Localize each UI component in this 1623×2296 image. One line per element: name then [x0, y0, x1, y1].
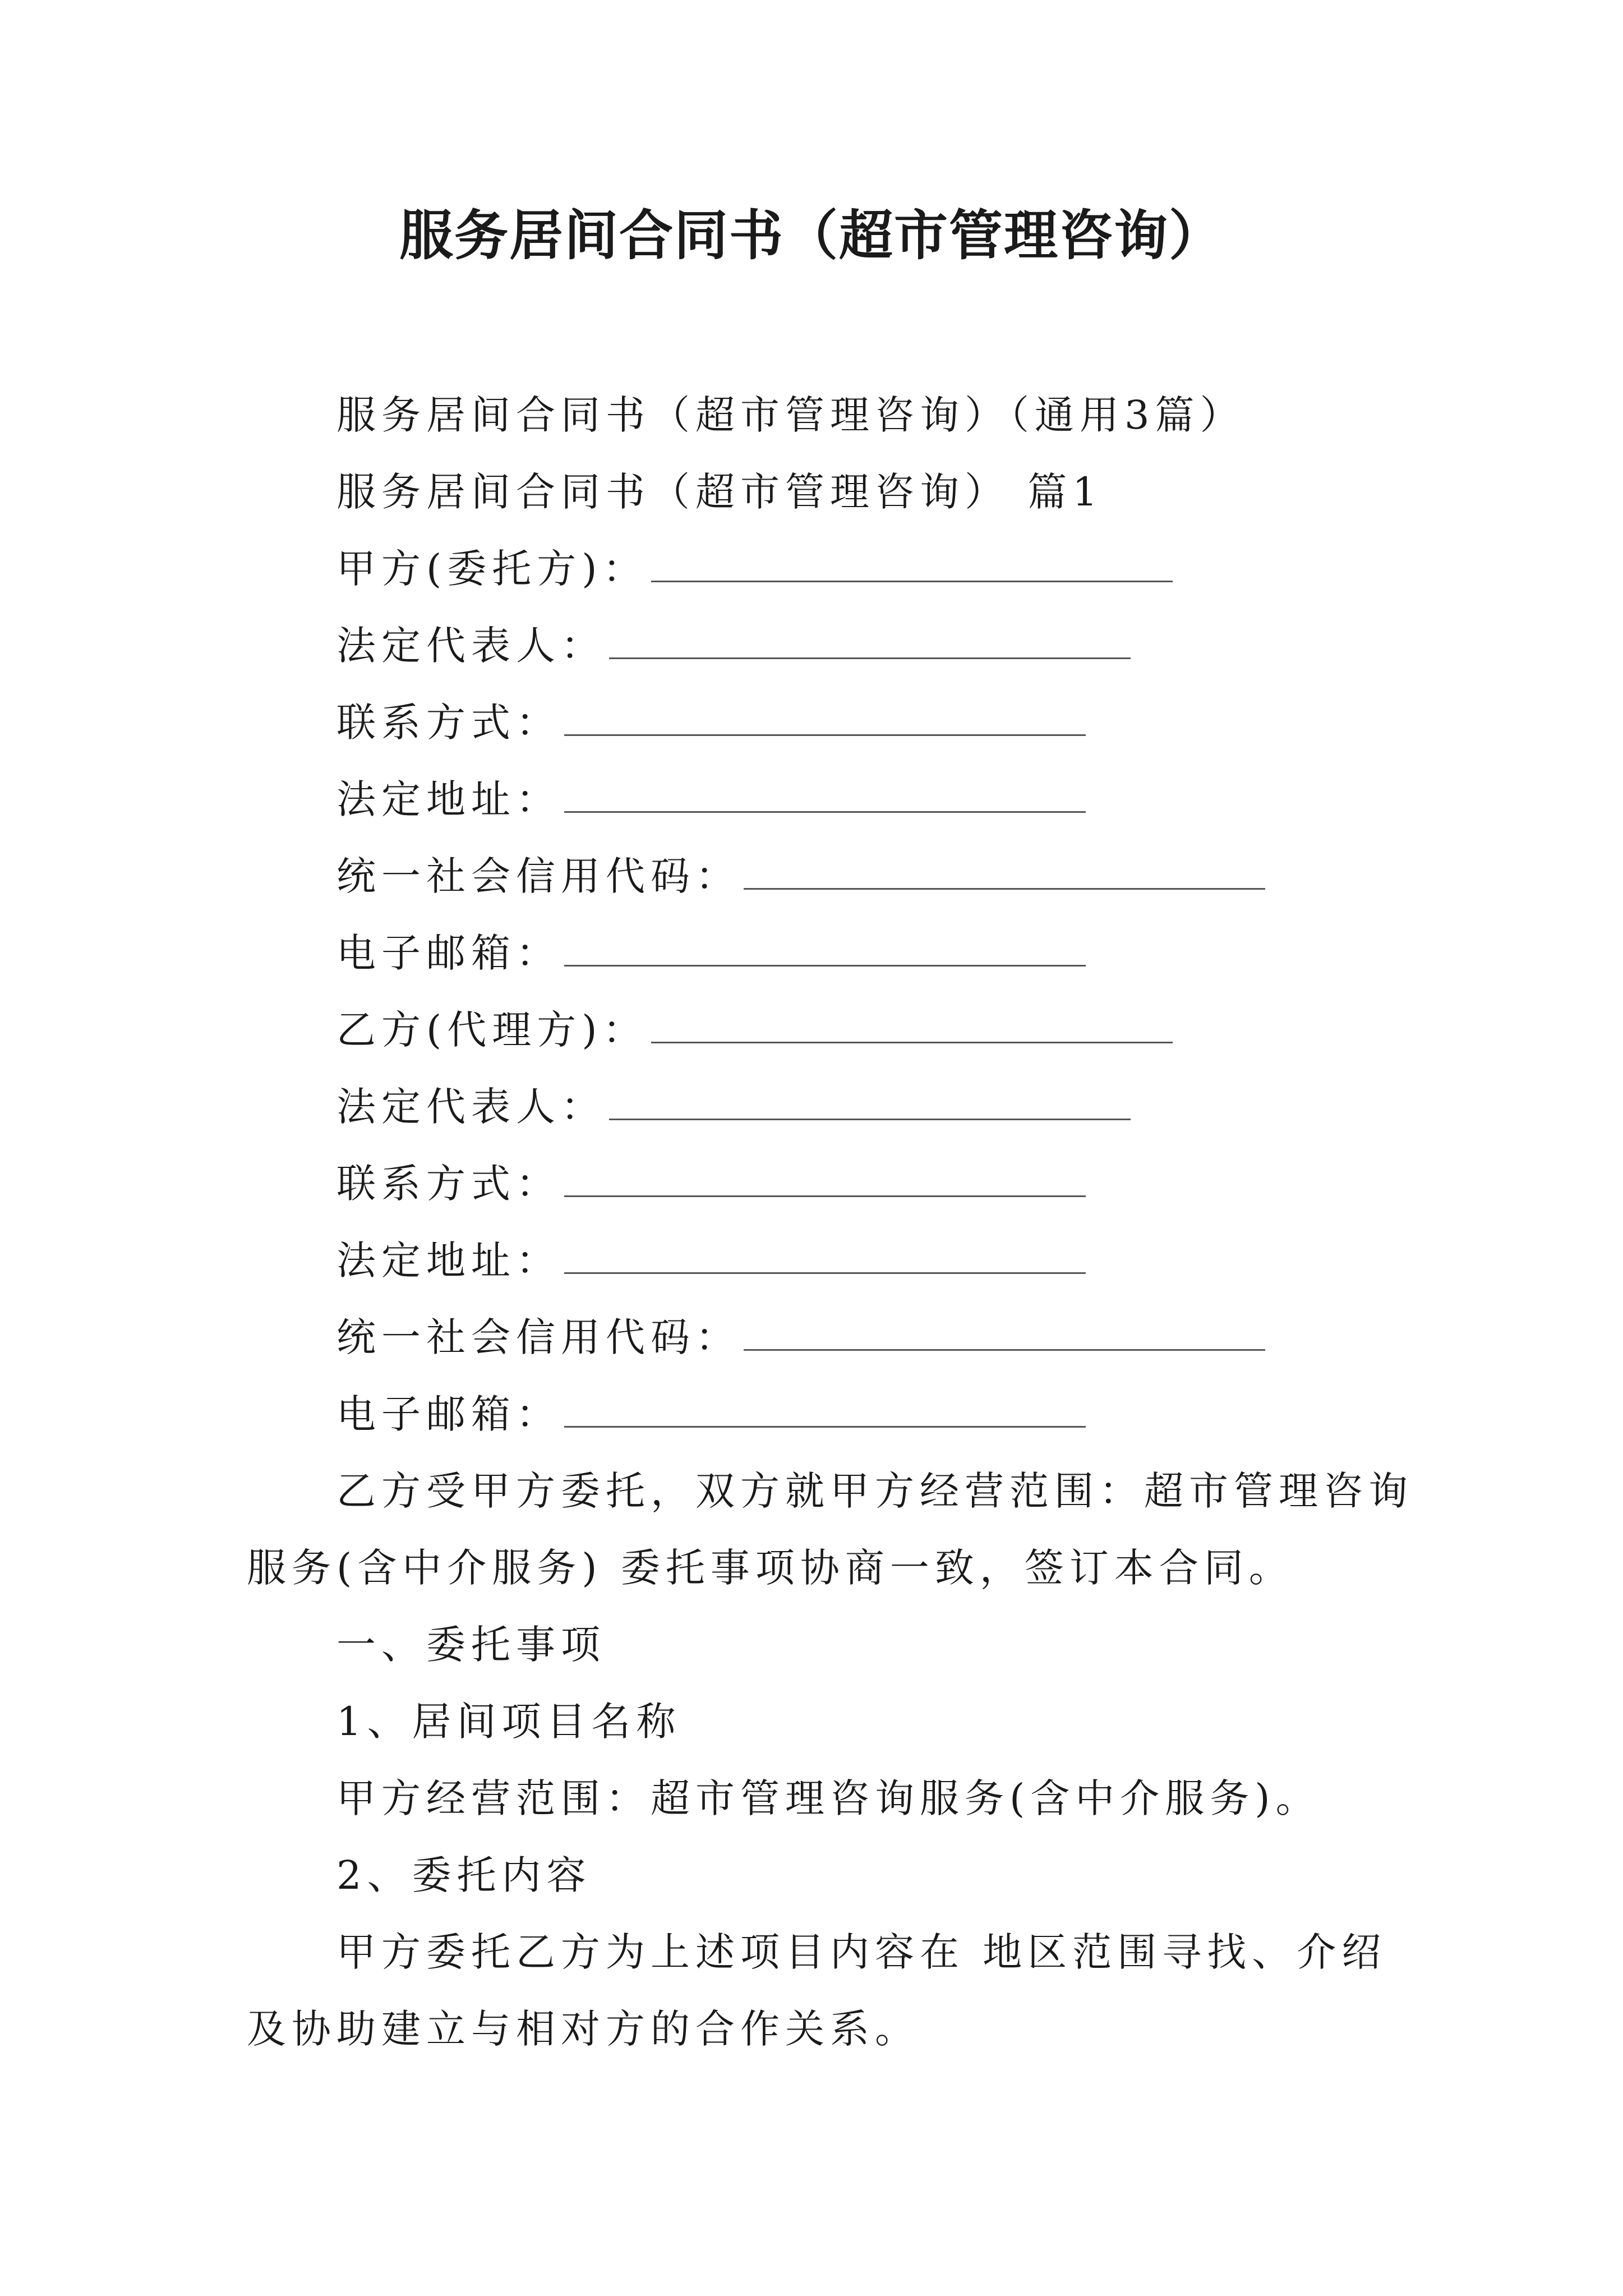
party-a-address-label: 法定地址： [336, 776, 561, 822]
item-2-text-line-2: 及协助建立与相对方的合作关系。 [247, 2006, 920, 2052]
party-b-contact-blank[interactable] [564, 1156, 1086, 1197]
party-a-contact-blank[interactable] [564, 695, 1086, 736]
party-b-email-label: 电子邮箱： [336, 1391, 561, 1437]
intro-paragraph-line-1: 乙方受甲方委托，双方就甲方经营范围：超市管理咨询 [336, 1468, 1413, 1514]
party-b-contact-field [0, 1156, 1623, 1212]
party-b-credit-code-label: 统一社会信用代码： [336, 1314, 740, 1360]
item-1-heading: 1、居间项目名称 [336, 1699, 681, 1745]
party-a-address-blank[interactable] [564, 772, 1086, 813]
party-a-legal-rep-field [0, 618, 1623, 674]
party-b-email-field [0, 1386, 1623, 1442]
party-b-address-blank[interactable] [564, 1233, 1086, 1274]
party-b-credit-code-blank[interactable] [744, 1310, 1265, 1351]
party-a-email-label: 电子邮箱： [336, 930, 561, 976]
item-1-text: 甲方经营范围：超市管理咨询服务(含中介服务)。 [336, 1775, 1321, 1821]
section-heading: 服务居间合同书（超市管理咨询） 篇1 [336, 469, 1103, 515]
party-a-blank[interactable] [651, 541, 1173, 582]
document-subtitle: 服务居间合同书（超市管理咨询）（通用3篇） [336, 392, 1245, 438]
party-b-legal-rep-label: 法定代表人： [336, 1084, 606, 1130]
party-a-contact-label: 联系方式： [336, 700, 561, 746]
party-a-email-blank[interactable] [564, 926, 1086, 967]
party-b-address-label: 法定地址： [336, 1237, 561, 1283]
party-b-legal-rep-blank[interactable] [609, 1079, 1131, 1120]
party-a-email-field [0, 925, 1623, 981]
party-a-contact-field [0, 694, 1623, 751]
document-title: 服务居间合同书（超市管理咨询） [399, 204, 1224, 267]
party-b-email-blank[interactable] [564, 1387, 1086, 1428]
party-a-credit-code-blank[interactable] [744, 849, 1265, 890]
party-a-label: 甲方(委托方)： [336, 546, 648, 592]
party-b-credit-code-field [0, 1309, 1623, 1365]
party-a-legal-rep-label: 法定代表人： [336, 623, 606, 669]
party-b-blank[interactable] [651, 1002, 1173, 1043]
party-b-address-field [0, 1232, 1623, 1289]
clause-1-heading: 一、委托事项 [336, 1622, 606, 1668]
party-a-credit-code-label: 统一社会信用代码： [336, 853, 740, 899]
party-a-field [0, 541, 1623, 597]
party-b-label: 乙方(代理方)： [336, 1007, 648, 1053]
item-2-heading: 2、委托内容 [336, 1852, 592, 1898]
item-2-text-line-1: 甲方委托乙方为上述项目内容在 地区范围寻找、介绍 [336, 1929, 1387, 1975]
intro-paragraph-line-2: 服务(含中介服务) 委托事项协商一致，签订本合同。 [247, 1545, 1294, 1591]
party-a-legal-rep-blank[interactable] [609, 618, 1131, 659]
party-b-legal-rep-field [0, 1079, 1623, 1135]
party-b-field [0, 1002, 1623, 1058]
party-b-contact-label: 联系方式： [336, 1161, 561, 1207]
party-a-address-field [0, 771, 1623, 827]
party-a-credit-code-field [0, 848, 1623, 904]
